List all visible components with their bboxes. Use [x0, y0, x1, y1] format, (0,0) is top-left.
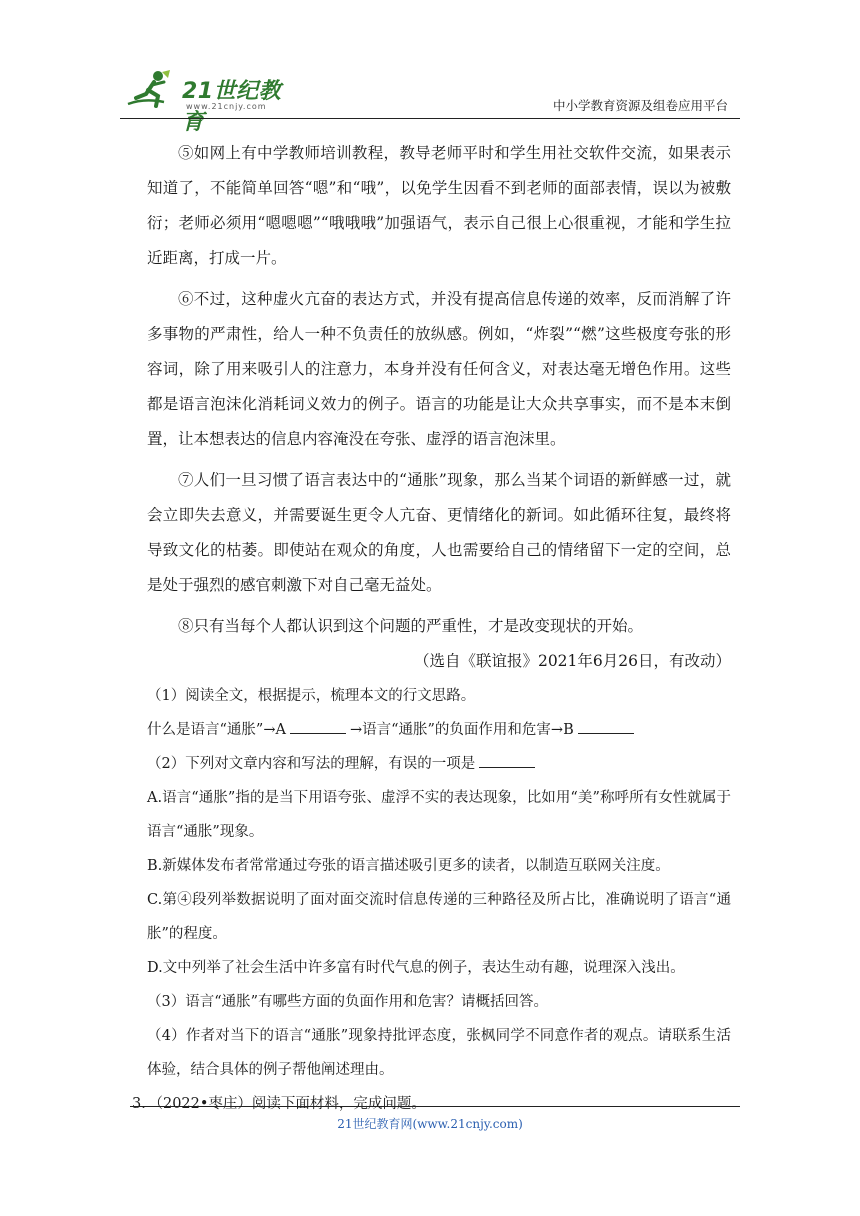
answer-blank-b[interactable] [578, 719, 634, 734]
paragraph-7: ⑦人们一旦习惯了语言表达中的“通胀”现象，那么当某个词语的新鲜感一过，就会立即失去意义，并需要诞生更令人亢奋、更情绪化的新词。如此循环往复，最终将导致文化的枯萎。即使站在观众的角度，人也需要给自己的情绪留下一定的空间，总是处于强烈的感官刺激下对自己毫无益处。 [147, 471, 731, 594]
option-c: C.第④段列举数据说明了面对面交流时信息传递的三种路径及所占比，准确说明了语言“通胀”的程度。 [147, 892, 731, 942]
page-header [120, 66, 740, 135]
question-1: （1）阅读全文，根据提示，梳理本文的行文思路。 [147, 688, 476, 704]
question-2-text: （2）下列对文章内容和写法的理解，有误的一项是 [147, 756, 476, 772]
paragraph-6: ⑥不过，这种虚火亢奋的表达方式，并没有提高信息传递的效率，反而消解了许多事物的严肃性，给人一种不负责任的放纵感。例如，“炸裂”“燃”这些极度夸张的形容词，除了用来吸引人的注意力，本身并没有任何含义，对表达毫无增色作用。这些都是语言泡沫化消耗词义效力的例子。语言的功能是让大众共享事实，而不是本末倒置，让本想表达的信息内容淹没在夸张、虚浮的语言泡沫里。 [147, 290, 731, 448]
logo [124, 68, 294, 135]
question-heading-3: 3．（2022•枣庄）阅读下面材料，完成问题。 [132, 1096, 426, 1112]
document-body [132, 136, 731, 1121]
flow-b-label: →语言“通胀”的负面作用和危害→B [349, 722, 574, 738]
option-b: B.新媒体发布者常常通过夸张的语言描述吸引更多的读者，以制造互联网关注度。 [147, 858, 670, 874]
option-a: A.语言“通胀”指的是当下用语夸张、虚浮不实的表达现象，比如用“美”称呼所有女性就属于语言“通胀”现象。 [147, 790, 731, 840]
question-3: （3）语言“通胀”有哪些方面的负面作用和危害？请概括回答。 [147, 994, 549, 1010]
footer-divider [130, 1106, 740, 1107]
logo-text: 21世纪教育 [182, 79, 282, 135]
platform-title: 中小学教育资源及组卷应用平台 [552, 98, 728, 113]
logo-url: www.21cnjy.com [186, 102, 267, 111]
runner-logo-icon [124, 68, 184, 112]
answer-blank-q2[interactable] [479, 753, 535, 768]
question-1-flow [147, 713, 731, 747]
question-2 [147, 747, 731, 781]
question-4: （4）作者对当下的语言“通胀”现象持批评态度，张枫同学不同意作者的观点。请联系生活体验，结合具体的例子帮他阐述理由。 [147, 1028, 731, 1078]
paragraph-5: ⑤如网上有中学教师培训教程，教导老师平时和学生用社交软件交流，如果表示知道了，不能简单回答“嗯”和“哦”，以免学生因看不到老师的面部表情，误以为被敷衍；老师必须用“嗯嗯嗯”“哦哦哦”加强语气，表示自己很上心很重视，才能和学生拉近距离，打成一片。 [147, 144, 731, 267]
option-d: D.文中列举了社会生活中许多富有时代气息的例子，表达生动有趣，说理深入浅出。 [147, 960, 685, 976]
footer-link[interactable]: 21世纪教育网(www.21cnjy.com) [337, 1117, 523, 1131]
source-citation: （选自《联谊报》2021年6月26日，有改动） [413, 652, 731, 670]
paragraph-8: ⑧只有当每个人都认识到这个问题的严重性，才是改变现状的开始。 [178, 617, 644, 635]
answer-blank-a[interactable] [290, 719, 346, 734]
flow-a-label: 什么是语言“通胀”→A [147, 722, 286, 738]
header-divider [120, 118, 740, 119]
